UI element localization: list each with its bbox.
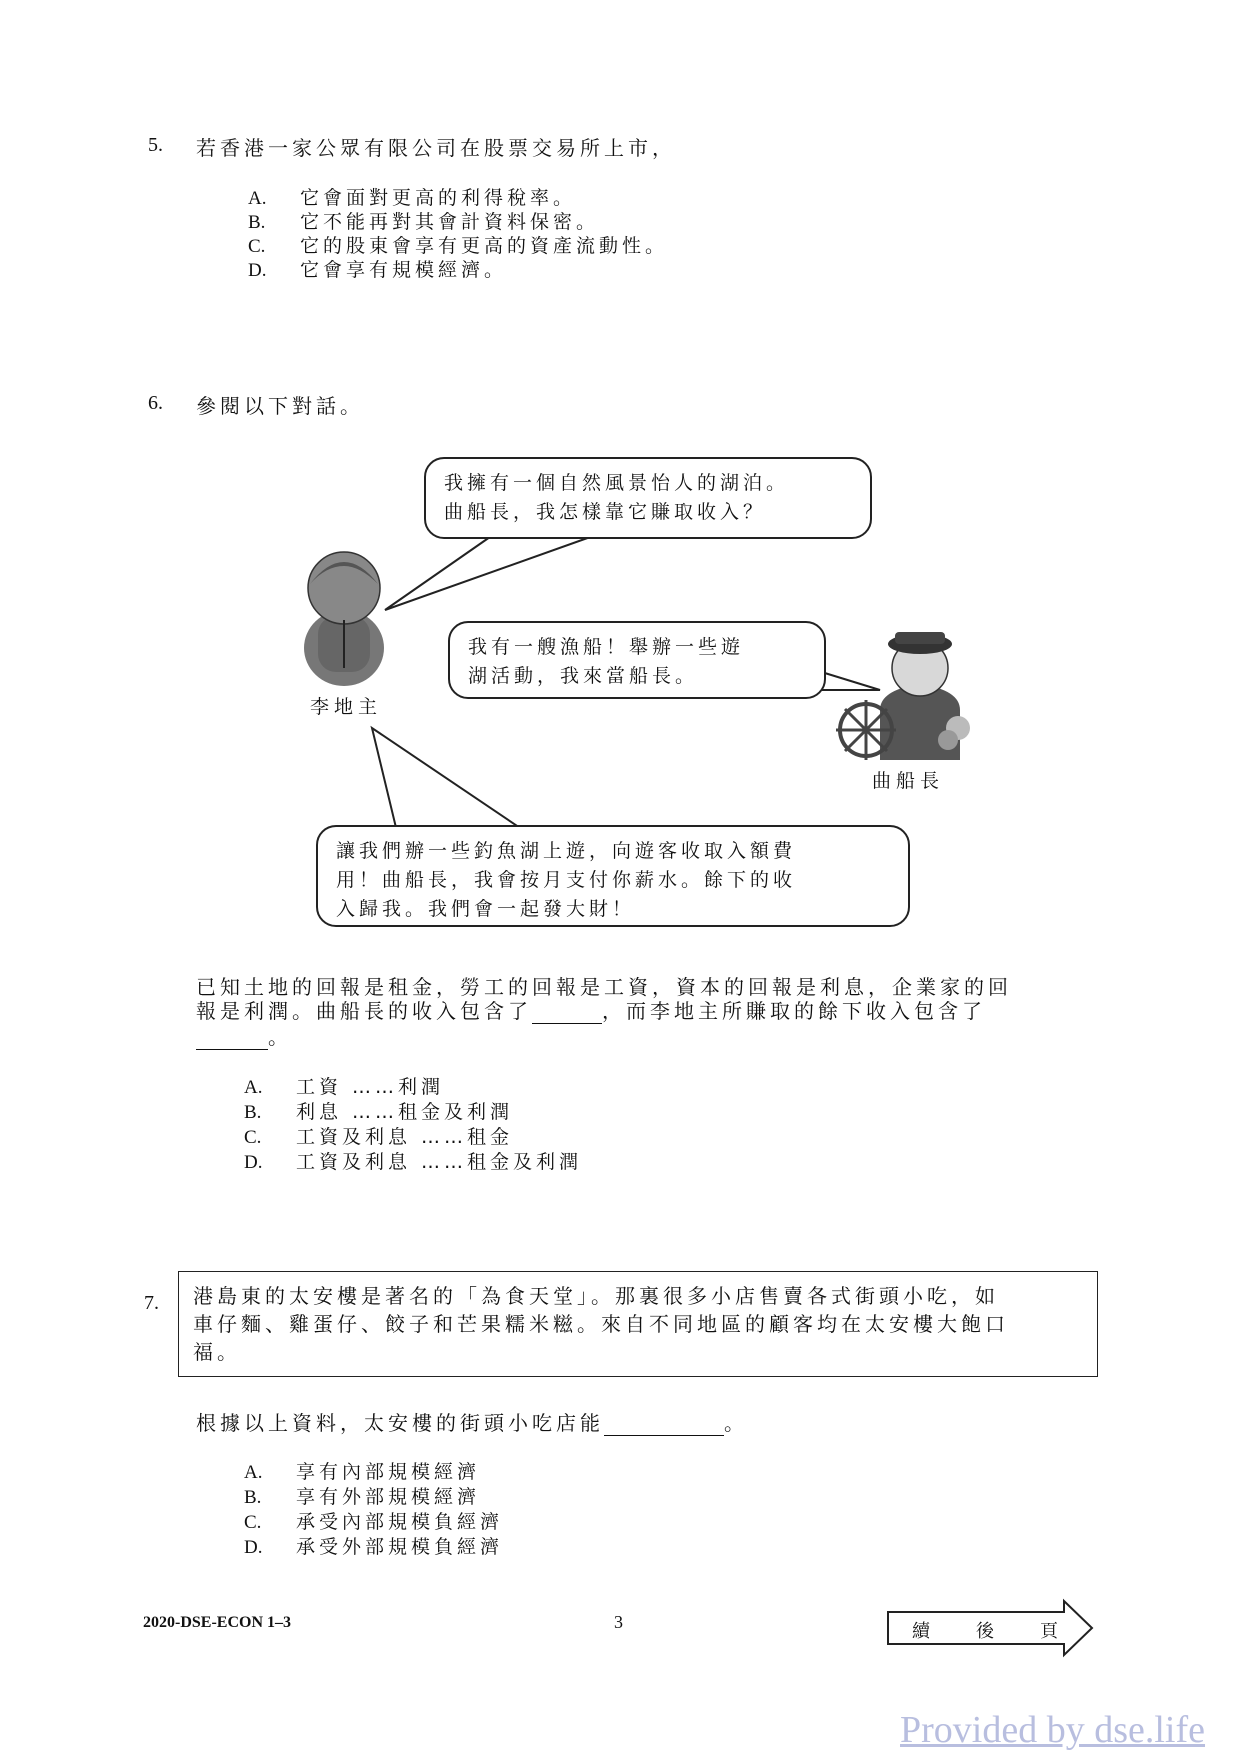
option-letter: B. (244, 1102, 262, 1123)
continue-char-3: 頁 (1040, 1621, 1058, 1642)
bubble2-line2: 湖活動，我來當船長。 (468, 665, 699, 687)
option-text: 它會享有規模經濟。 (300, 259, 508, 281)
option-text: 它不能再對其會計資料保密。 (300, 211, 600, 233)
q7-question (196, 1407, 748, 1436)
q5-stem: 若香港一家公眾有限公司在股票交易所上市， (196, 136, 676, 160)
q7-question-end: 。 (724, 1411, 748, 1435)
bubble3-line2: 用！曲船長，我會按月支付你薪水。餘下的收 (336, 869, 797, 891)
option-text: 享有外部規模經濟 (296, 1486, 481, 1508)
q6-question-line2 (196, 995, 986, 1024)
option-letter: D. (244, 1152, 263, 1173)
q7-box-line2: 車仔麵、雞蛋仔、餃子和芒果糯米糍。來自不同地區的顧客均在太安樓大飽口 (193, 1312, 1009, 1336)
option-text: 承受外部規模負經濟 (296, 1536, 504, 1558)
option-text: 工資及利息 ……租金 (296, 1126, 514, 1148)
continue-char-1: 續 (912, 1621, 930, 1642)
q7-option-a (244, 1457, 480, 1484)
q6-question-line3 (196, 1021, 292, 1050)
q6-question-part-a: 報是利潤。曲船長的收入包含了 (196, 999, 532, 1023)
q6-number: 6. (148, 392, 163, 414)
option-letter: A. (244, 1077, 263, 1098)
q5-number: 5. (148, 134, 163, 156)
q7-option-c (244, 1507, 503, 1534)
q6-option-a (244, 1072, 444, 1099)
q6-question-part-b: ，而李地主所賺取的餘下收入包含了 (602, 999, 986, 1023)
q7-option-b (244, 1482, 480, 1509)
q6-stem: 參閱以下對話。 (196, 394, 364, 418)
speech-bubble-landlord-2 (316, 825, 910, 927)
option-text: 承受內部規模負經濟 (296, 1511, 504, 1533)
continue-label (912, 1617, 1072, 1641)
bubble3-line3: 入歸我。我們會一起發大財！ (336, 898, 636, 920)
option-letter: B. (244, 1487, 262, 1508)
landlord-figure (304, 552, 384, 686)
watermark: Provided by dse.life (900, 1709, 1206, 1751)
option-letter: C. (244, 1127, 262, 1148)
bubble1-line1: 我擁有一個自然風景怡人的湖泊。 (444, 472, 790, 494)
q6-option-d (244, 1147, 582, 1174)
speech-bubble-landlord-1 (424, 457, 872, 539)
option-letter: D. (244, 1537, 263, 1558)
speech-bubble-captain (448, 621, 826, 699)
option-text: 享有內部規模經濟 (296, 1461, 481, 1483)
answer-blank-1 (532, 999, 602, 1024)
captain-figure (836, 632, 970, 760)
q7-box-line1: 港島東的太安樓是著名的「為食天堂」。那裏很多小店售賣各式街頭小吃，如 (193, 1284, 999, 1308)
option-text: 利息 ……租金及利潤 (296, 1101, 514, 1123)
option-letter: B. (248, 212, 266, 233)
option-text: 它的股東會享有更高的資產流動性。 (300, 235, 669, 257)
answer-blank-2 (196, 1025, 268, 1050)
q7-box-line3: 福。 (193, 1340, 241, 1364)
option-letter: D. (248, 260, 267, 281)
q6-question-end: 。 (268, 1025, 292, 1049)
answer-blank-3 (604, 1411, 724, 1436)
option-text: 它會面對更高的利得稅率。 (300, 187, 577, 209)
option-text: 工資及利息 ……租金及利潤 (296, 1151, 583, 1173)
bubble2-line1: 我有一艘漁船！舉辦一些遊 (468, 636, 745, 658)
q6-option-b (244, 1097, 513, 1124)
option-text: 工資 ……利潤 (296, 1076, 445, 1098)
page-number: 3 (614, 1612, 623, 1632)
exam-code: 2020-DSE-ECON 1–3 (143, 1614, 292, 1631)
label-captain: 曲船長 (872, 770, 945, 792)
q6-question-line1: 已知土地的回報是租金，勞工的回報是工資，資本的回報是利息，企業家的回 (196, 975, 1012, 999)
q7-info-box (178, 1271, 1098, 1377)
bubble1-tail (385, 530, 610, 610)
continue-char-2: 後 (976, 1621, 994, 1642)
option-letter: C. (248, 236, 266, 257)
option-letter: A. (244, 1462, 263, 1483)
q7-number: 7. (144, 1292, 159, 1314)
bubble3-line1: 讓我們辦一些釣魚湖上遊，向遊客收取入額費 (336, 840, 797, 862)
label-landlord: 李地主 (310, 696, 383, 718)
bubble1-line2: 曲船長，我怎樣靠它賺取收入？ (444, 501, 767, 523)
q7-question-text: 根據以上資料，太安樓的街頭小吃店能 (196, 1411, 604, 1435)
q6-option-c (244, 1122, 513, 1149)
q7-option-d (244, 1532, 503, 1559)
option-letter: A. (248, 188, 267, 209)
option-letter: C. (244, 1512, 262, 1533)
